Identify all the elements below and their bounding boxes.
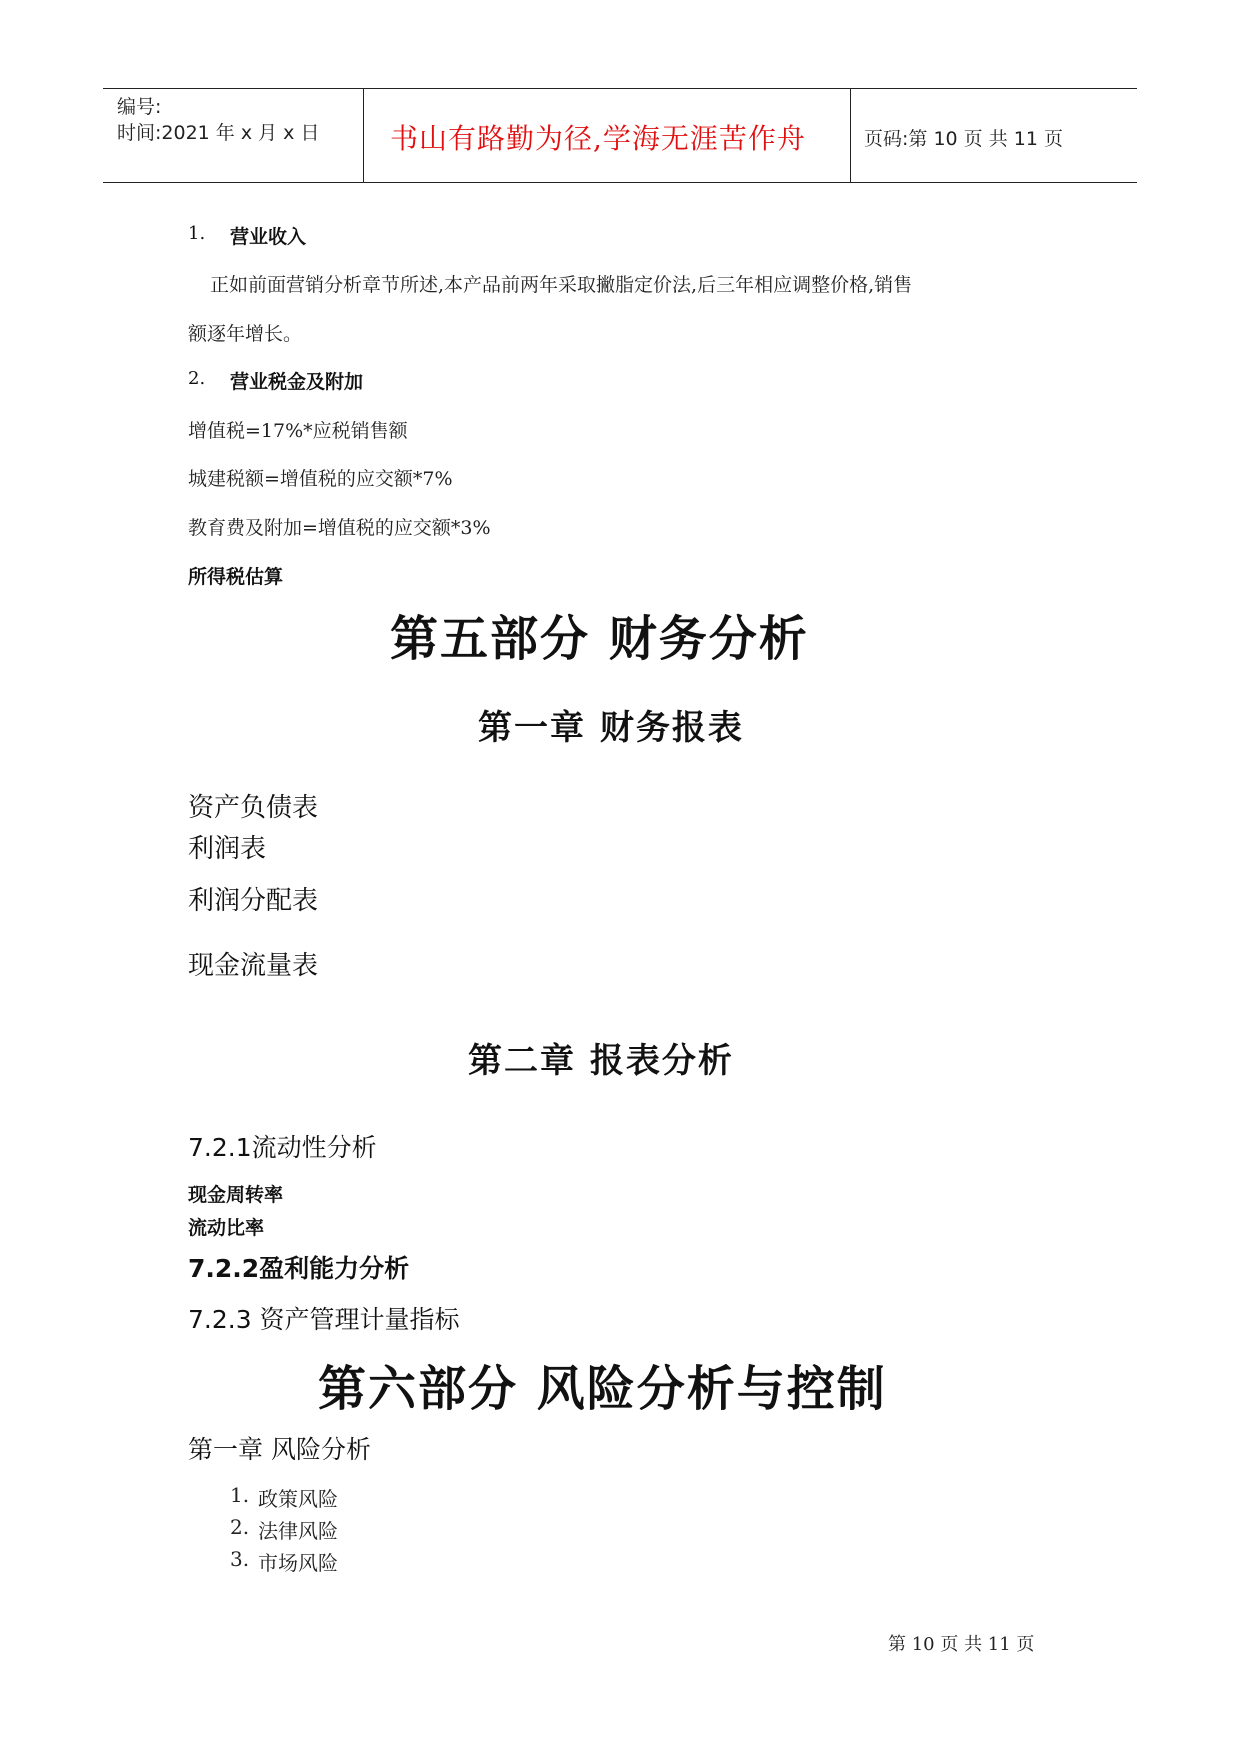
report-cash-flow: 现金流量表 <box>188 951 319 981</box>
part-6-title: 第六部分 风险分析与控制 <box>318 1361 887 1417</box>
risk-item-2-number: 2. <box>230 1515 250 1539</box>
header-divider-left <box>363 88 364 183</box>
subsection-7-2-1: 7.2.1流动性分析 <box>188 1133 377 1162</box>
part-5-chapter-2-title: 第二章 报表分析 <box>468 1041 734 1081</box>
risk-item-1-label: 政策风险 <box>258 1487 338 1511</box>
current-ratio-label: 流动比率 <box>188 1217 265 1239</box>
part-6-chapter-1-title: 第一章 风险分析 <box>188 1435 371 1464</box>
part-5-chapter-1-title: 第一章 财务报表 <box>478 708 744 748</box>
cash-turnover-label: 现金周转率 <box>188 1184 284 1206</box>
income-tax-heading: 所得税估算 <box>188 566 284 588</box>
part-5-title: 第五部分 财务分析 <box>390 611 809 667</box>
subsection-7-2-3: 7.2.3 资产管理计量指标 <box>188 1305 460 1334</box>
section-1-paragraph-line2: 额逐年增长。 <box>188 323 303 345</box>
urban-tax-formula: 城建税额=增值税的应交额*7% <box>188 468 453 490</box>
header-time: 时间:2021 年 x 月 x 日 <box>117 122 320 144</box>
risk-item-3-label: 市场风险 <box>258 1551 338 1575</box>
section-2-number: 2. <box>188 368 206 389</box>
header-page-info: 页码:第 10 页 共 11 页 <box>864 128 1063 150</box>
education-fee-formula: 教育费及附加=增值税的应交额*3% <box>188 517 491 539</box>
section-1-number: 1. <box>188 223 206 244</box>
report-balance-sheet: 资产负债表 <box>188 793 319 823</box>
subsection-7-2-2: 7.2.2盈利能力分析 <box>188 1254 410 1283</box>
header-top-rule <box>103 88 1137 89</box>
section-1-paragraph-line1: 正如前面营销分析章节所述,本产品前两年采取撇脂定价法,后三年相应调整价格,销售 <box>210 274 913 296</box>
section-1-title: 营业收入 <box>230 226 307 248</box>
report-profit-distribution: 利润分配表 <box>188 886 319 916</box>
footer-page-number: 第 10 页 共 11 页 <box>888 1634 1035 1655</box>
header-number-label: 编号: <box>117 96 162 118</box>
risk-item-3-number: 3. <box>230 1547 250 1571</box>
vat-formula: 增值税=17%*应税销售额 <box>188 420 408 442</box>
header-motto: 书山有路勤为径,学海无涯苦作舟 <box>390 122 806 155</box>
risk-item-2-label: 法律风险 <box>258 1519 338 1543</box>
report-income-statement: 利润表 <box>188 834 267 864</box>
header-divider-right <box>850 88 851 183</box>
section-2-title: 营业税金及附加 <box>230 371 364 393</box>
header-bottom-rule <box>103 182 1137 183</box>
risk-item-1-number: 1. <box>230 1483 250 1507</box>
